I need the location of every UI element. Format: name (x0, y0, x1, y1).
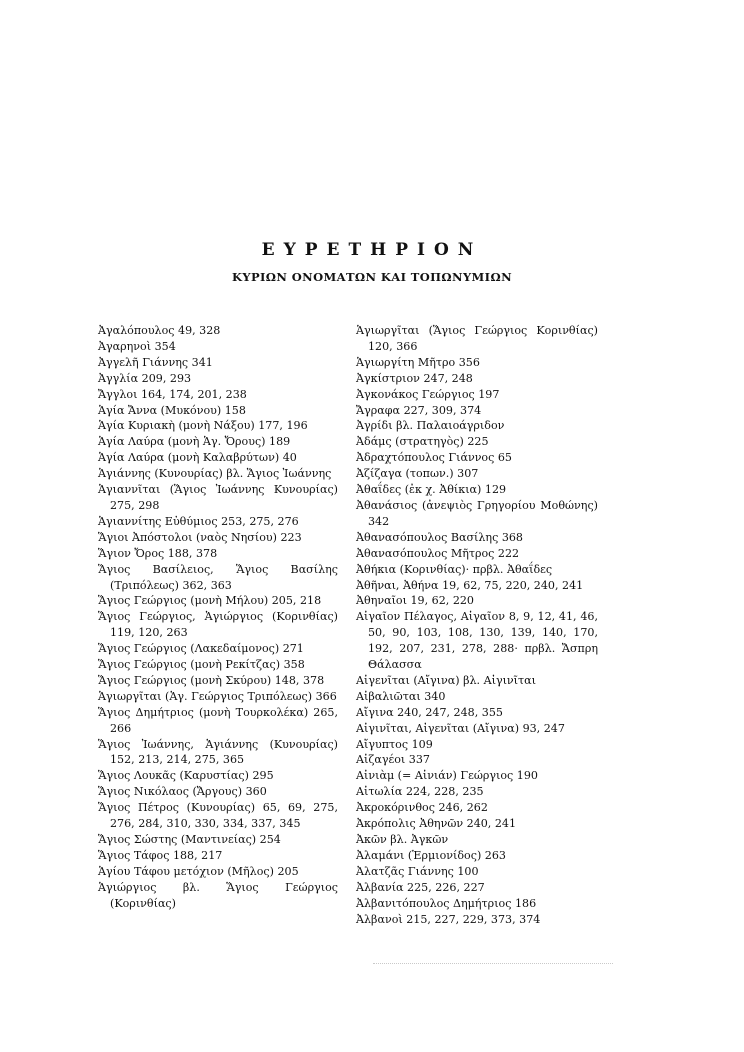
index-entry: Ἀδραχτόπουλος Γιάννος 65 (356, 451, 512, 465)
index-entry: Αἴγινα 240, 247, 248, 355 (356, 705, 503, 719)
index-entry: Ἀθανάσιος (ἀνεψιὸς Γρηγορίου Μοθώνης) 342 (356, 498, 598, 528)
index-entry: Ἀγαρηνοὶ 354 (98, 339, 176, 353)
index-entry: Αἰγαῖον Πέλαγος, Αἰγαῖον 8, 9, 12, 41, 46, 50, 90, 103, 108, 130, 139, 140, 170, 192, 207, 231, 278, 288· πρβλ. Ἄσπρη Θάλασσα (356, 610, 598, 672)
index-entry: Ἀθαΐδες (ἐκ χ. Ἀθίκια) 129 (356, 483, 507, 497)
index-entry: Αἰζαγέοι 337 (356, 753, 430, 767)
index-entry: Ἄγραφα 227, 309, 374 (356, 403, 482, 417)
index-entry: Ἀκρόπολις Ἀθηνῶν 240, 241 (356, 817, 517, 831)
index-entry: Ἅγιος Νικόλαος (Ἄργους) 360 (98, 785, 267, 799)
index-entry: Ἀθήκια (Κορινθίας)· πρβλ. Ἀθαΐδες (356, 562, 553, 576)
index-entry: Ἅγιος Γεώργιος (μονὴ Μήλου) 205, 218 (98, 594, 322, 608)
index-entry: Ἁγιωργίτη Μῆτρο 356 (356, 355, 480, 369)
index-entry: Ἀγκίστριον 247, 248 (356, 371, 473, 385)
index-entry: Ἀγρίδι βλ. Παλαιοάγριδον (356, 419, 505, 433)
index-entry: Ἁγία Λαύρα (μονὴ Ἁγ. Ὄρους) 189 (98, 435, 291, 449)
index-entry: Αἰγενῖται (Αἴγινα) βλ. Αἰγινῖται (356, 673, 537, 687)
index-entry: Αἰνιὰμ (= Αἰνιάν) Γεώργιος 190 (356, 769, 538, 783)
index-entry: Ἀγγελῆ Γιάννης 341 (98, 355, 213, 369)
index-entry: Ἅγιος Λουκᾶς (Καρυστίας) 295 (98, 769, 274, 783)
index-entry: Ἁγίου Τάφου μετόχιον (Μῆλος) 205 (98, 864, 299, 878)
index-entry: Ἁγία Ἄννα (Μυκόνου) 158 (98, 403, 246, 417)
index-entry: Ἀγαλόπουλος 49, 328 (98, 324, 221, 337)
index-entry: Ἀλατζᾶς Γιάννης 100 (356, 864, 479, 878)
index-entry: Ἄγγλοι 164, 174, 201, 238 (98, 387, 247, 401)
index-entry: Ἁγιώργιος βλ. Ἅγιος Γεώργιος (Κορινθίας) (98, 880, 338, 910)
index-entry: Ἅγιον Ὄρος 188, 378 (98, 546, 218, 560)
page-title: ΕΥΡΕΤΗΡΙΟΝ (261, 240, 483, 260)
index-entry: Αἰγινῖται, Αἰγενῖται (Αἴγινα) 93, 247 (356, 721, 565, 735)
index-entry: Ἀδάμς (στρατηγὸς) 225 (356, 435, 489, 449)
index-column-left (98, 323, 338, 912)
index-entry: Ἁγιωργῖται (Ἁγ. Γεώργιος Τριπόλεως) 366 (98, 689, 337, 703)
index-entry: Ἅγιοι Ἀπόστολοι (ναὸς Νησίου) 223 (98, 530, 302, 544)
index-entry: Ἀλαμάνι (Ἑρμιονίδος) 263 (356, 848, 506, 862)
index-entry: Ἁγία Λαύρα (μονὴ Καλαβρύτων) 40 (98, 451, 297, 465)
index-entry: Ἀθανασόπουλος Μῆτρος 222 (356, 546, 520, 560)
index-entry: Αἴγυπτος 109 (356, 737, 433, 751)
index-entry: Ἀγγλία 209, 293 (98, 371, 192, 385)
index-entry: Ἁγιαννίτης Εὐθύμιος 253, 275, 276 (98, 514, 299, 528)
index-entry: Ἅγιος Γεώργιος (Λακεδαίμονος) 271 (98, 642, 304, 656)
index-entry: Ἀθηναῖοι 19, 62, 220 (356, 594, 474, 608)
index-entry: Ἀζίζαγα (τοπων.) 307 (356, 467, 479, 481)
index-entry: Ἁγία Κυριακὴ (μονὴ Νάξου) 177, 196 (98, 419, 308, 433)
index-entry: Ἁγιάννης (Κυνουρίας) βλ. Ἅγιος Ἰωάννης (98, 467, 332, 481)
index-entry: Ἀκῶν βλ. Ἀγκῶν (356, 833, 449, 846)
index-entry: Ἀθανασόπουλος Βασίλης 368 (356, 530, 523, 544)
index-entry: Ἀγκονάκος Γεώργιος 197 (356, 387, 500, 401)
index-entry: Ἅγιος Πέτρος (Κυνουρίας) 65, 69, 275, 276, 284, 310, 330, 334, 337, 345 (98, 801, 338, 831)
index-entry: Ἀκροκόρινθος 246, 262 (356, 801, 488, 815)
index-entry: Ἅγιος Ἰωάννης, Ἁγιάννης (Κυνουρίας) 152, 213, 214, 275, 365 (98, 737, 338, 767)
index-entry: Ἁγιαννῖται (Ἅγιος Ἰωάννης Κυνουρίας) 275, 298 (98, 483, 338, 512)
index-entry: Ἅγιος Γεώργιος, Ἁγιώργιος (Κορινθίας) 119, 120, 263 (98, 610, 338, 640)
index-entry: Ἀθῆναι, Ἀθήνα 19, 62, 75, 220, 240, 241 (356, 578, 584, 592)
index-entry: Ἅγιος Δημήτριος (μονὴ Τουρκολέκα) 265, 266 (98, 705, 338, 735)
index-entry: Ἀλβανία 225, 226, 227 (356, 880, 485, 894)
index-entry: Ἅγιος Βασίλειος, Ἅγιος Βασίλης (Τριπόλεως) 362, 363 (98, 562, 338, 592)
page-subtitle: ΚΥΡΙΩΝ ΟΝΟΜΑΤΩΝ ΚΑΙ ΤΟΠΩΝΥΜΙΩΝ (231, 270, 513, 284)
index-entry: Ἀλβανοὶ 215, 227, 229, 373, 374 (356, 912, 541, 926)
index-entry: Αἰβαλιῶται 340 (356, 689, 446, 703)
scan-artifact-dots (373, 963, 613, 966)
index-entry: Ἀλβανιτόπουλος Δημήτριος 186 (356, 896, 537, 910)
index-entry: Αἰτωλία 224, 228, 235 (356, 785, 484, 799)
index-entry: Ἁγιωργῖται (Ἅγιος Γεώργιος Κορινθίας) 120, 366 (356, 324, 598, 353)
index-entry: Ἅγιος Τάφος 188, 217 (98, 848, 223, 862)
index-entry: Ἅγιος Γεώργιος (μονὴ Ρεκίτζας) 358 (98, 658, 305, 672)
index-entry: Ἅγιος Σώστης (Μαντινείας) 254 (98, 833, 281, 846)
index-column-right (356, 323, 598, 927)
index-entry: Ἅγιος Γεώργιος (μονὴ Σκύρου) 148, 378 (98, 673, 325, 687)
